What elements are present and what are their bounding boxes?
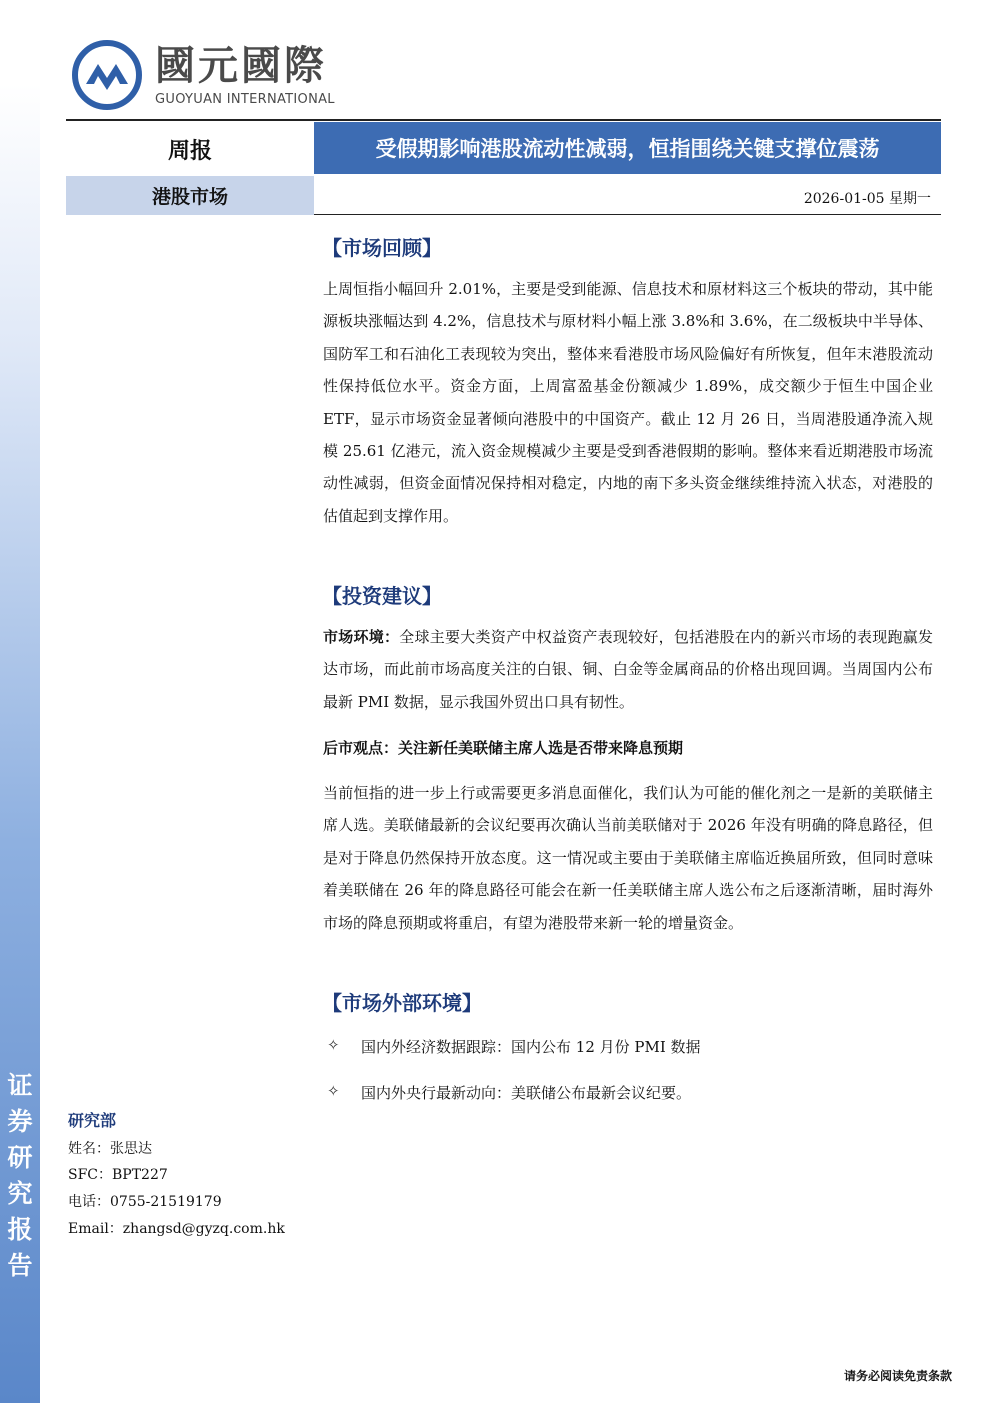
company-name-cn: 國元國際 xyxy=(155,43,327,89)
outlook-label: 后市观点： xyxy=(323,739,399,757)
section-heading-advice: 【投资建议】 xyxy=(322,584,442,608)
market-label: 港股市场 xyxy=(66,176,314,215)
section-heading-review: 【市场回顾】 xyxy=(322,236,442,260)
outlook-title: 关注新任美联储主席人选是否带来降息预期 xyxy=(398,739,684,757)
company-logo-icon xyxy=(72,40,142,110)
header-rule xyxy=(66,119,941,121)
contact-email: Email：zhangsd@gyzq.com.hk xyxy=(68,1221,285,1237)
disclaimer-note: 请务必阅读免责条款 xyxy=(843,1369,952,1383)
section-heading-external: 【市场外部环境】 xyxy=(322,991,482,1015)
contact-dept: 研究部 xyxy=(68,1111,117,1130)
diamond-bullet-icon: ✧ xyxy=(327,1082,340,1100)
list-item: ✧ 国内外经济数据跟踪：国内公布 12 月份 PMI 数据 xyxy=(327,1036,701,1056)
company-name-en: GUOYUAN INTERNATIONAL xyxy=(155,92,335,107)
market-environment-paragraph xyxy=(323,621,933,718)
report-date: 2026-01-05 星期一 xyxy=(803,191,931,207)
sidebar-label: 证 券 研 究 报 告 xyxy=(7,1071,33,1280)
review-paragraph: 上周恒指小幅回升 2.01%，主要是受到能源、信息技术和原材料这三个板块的带动，其中能源板块涨幅达到 4.2%，信息技术与原材料小幅上涨 3.8%和 3.6%，在二级板块中半导体、国防军工和石油化工表现较为突出，整体来看港股市场风险偏好有所恢复，但年末港股流动性保持低位水平。资金方面，上周富盈基金份额减少 1.89%，成交额少于恒生中国企业 ETF，显示市场资金显著倾向港股中的中国资产。截止 12 月 26 日，当周港股通净流入规模 25.61 亿港元，流入资金规模减少主要是受到香港假期的影响。整体来看近期港股市场流动性减弱，但资金面情况保持相对稳定，内地的南下多头资金继续维持流入状态，对港股的估值起到支撑作用。 xyxy=(323,280,933,525)
market-environment-label: 市场环境： xyxy=(323,628,400,646)
outlook-line xyxy=(323,732,933,764)
list-item: ✧ 国内外央行最新动向：美联储公布最新会议纪要。 xyxy=(327,1082,692,1102)
date-rule xyxy=(314,214,941,215)
report-type: 周报 xyxy=(167,137,212,164)
contact-name: 姓名：张思达 xyxy=(68,1141,152,1157)
contact-phone: 电话：0755-21519179 xyxy=(68,1194,222,1210)
report-title: 受假期影响港股流动性减弱，恒指围绕关键支撑位震荡 xyxy=(314,122,941,174)
diamond-bullet-icon: ✧ xyxy=(327,1036,340,1054)
contact-sfc: SFC：BPT227 xyxy=(68,1167,168,1183)
market-environment-text: 全球主要大类资产中权益资产表现较好，包括港股在内的新兴市场的表现跑赢发达市场，而此前市场高度关注的白银、铜、白金等金属商品的价格出现回调。当周国内公布最新 PMI 数据，显示我国外贸出口具有韧性。 xyxy=(323,628,933,711)
outlook-paragraph: 当前恒指的进一步上行或需要更多消息面催化，我们认为可能的催化剂之一是新的美联储主席人选。美联储最新的会议纪要再次确认当前美联储对于 2026 年没有明确的降息路径，但是对于降息仍然保持开放态度。这一情况或主要由于美联储主席临近换届所致，但同时意味着美联储在 26 年的降息路径可能会在新一任美联储主席人选公布之后逐渐清晰，届时海外市场的降息预期或将重启，有望为港股带来新一轮的增量资金。 xyxy=(323,784,933,932)
